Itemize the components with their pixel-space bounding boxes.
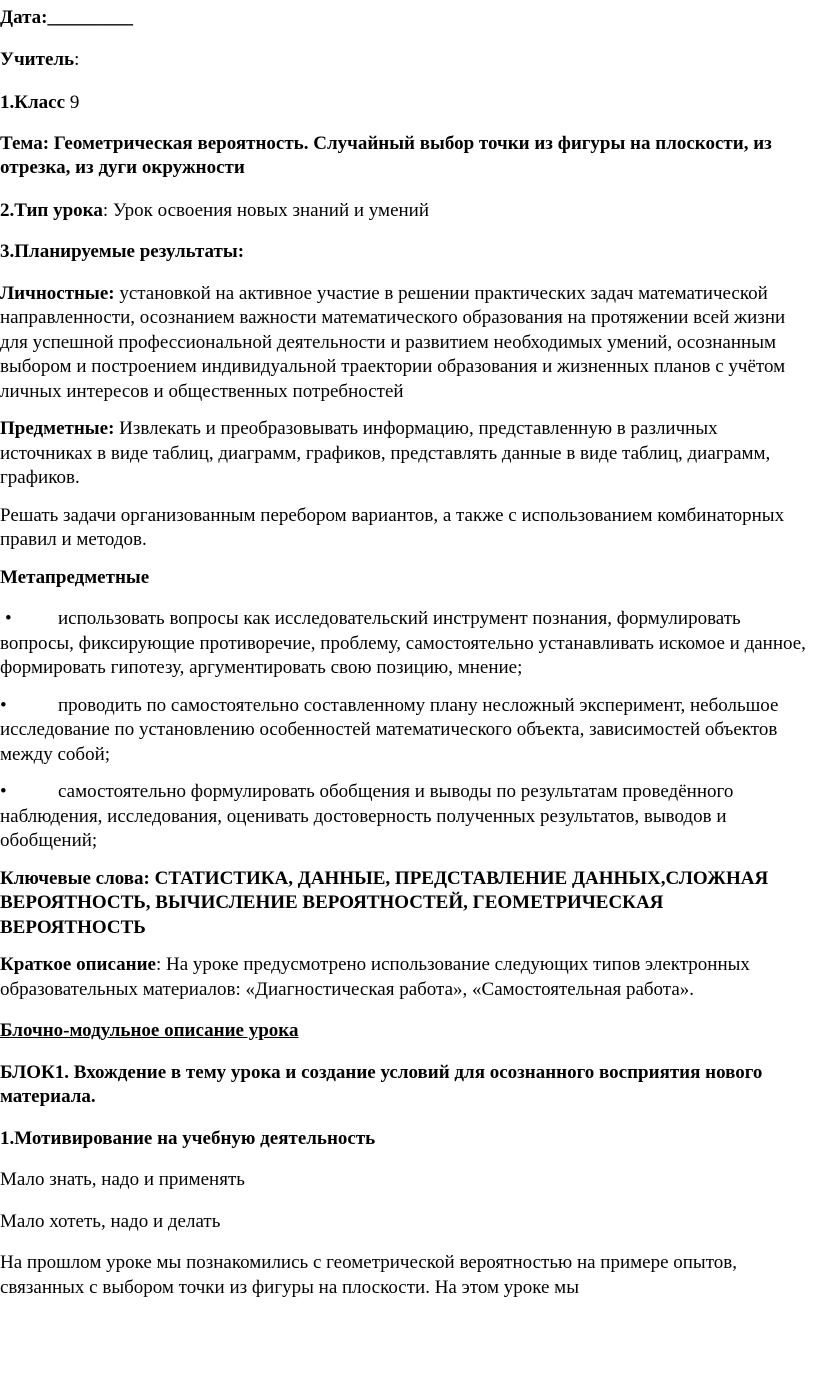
lesson-type-line	[0, 199, 812, 224]
summary-text: : На уроке предусмотрено использование следующих типов электронных образовательных материалов: «Диагностическая работа», «Самостоятельная работа».	[0, 954, 750, 1000]
summary-label: Краткое описание	[0, 954, 156, 975]
date-line	[0, 6, 812, 31]
class-line	[0, 91, 812, 116]
block-description-heading: Блочно-модульное описание урока	[0, 1020, 299, 1041]
topic-text: Геометрическая вероятность. Случайный выбор точки из фигуры на плоскости, из отрезка, из дуги окружности	[0, 132, 772, 178]
meta-item-text: самостоятельно формулировать обобщения и выводы по результатам проведённого наблюдения, исследования, оценивать достоверность полученных результатов, выводов и обобщений;	[0, 781, 734, 851]
meta-item-2	[0, 694, 812, 768]
bullet-icon: •	[0, 781, 7, 802]
summary-line	[0, 953, 812, 1002]
subject-label: Предметные:	[0, 418, 115, 439]
meta-item-3	[0, 780, 812, 854]
date-blank: _________	[47, 7, 133, 28]
subject-results-2: Решать задачи организованным перебором вариантов, а также с использованием комбинаторных правил и методов.	[0, 504, 785, 550]
lesson-type-label: 2.Тип урока	[0, 199, 103, 221]
subject-text: Извлекать и преобразовывать информацию, представленную в различных источниках в виде таблиц, диаграмм, графиков, представлять данные в виде таблиц, диаграмм, графиков.	[0, 418, 771, 488]
personal-results	[0, 282, 812, 405]
motivation-line-2: Мало хотеть, надо и делать	[0, 1210, 221, 1232]
class-label: 1.Класс	[0, 92, 66, 113]
motivation-heading: 1.Мотивирование на учебную деятельность	[0, 1127, 376, 1149]
lesson-type-text: : Урок освоения новых знаний и умений	[102, 199, 430, 221]
personal-text: установкой на активное участие в решении практических задач математической направленности, осознанием важности математического образования на протяжении всей жизни для успешной профессиональной деятельности и развитием необходимых умений, осознанным выбором и построением индивидуальной траектории образования и жизненных планов с учётом личных интересов и общественных потребностей	[0, 282, 786, 402]
keywords-text: СТАТИСТИКА, ДАННЫЕ, ПРЕДСТАВЛЕНИЕ ДАННЫХ,СЛОЖНАЯ ВЕРОЯТНОСТЬ, ВЫЧИСЛЕНИЕ ВЕРОЯТНОСТЕЙ, ГЕОМЕТРИЧЕСКАЯ ВЕРОЯТНОСТЬ	[0, 867, 769, 938]
teacher-label: Учитель	[0, 48, 75, 70]
teacher-colon: :	[74, 48, 80, 70]
meta-item-text: использовать вопросы как исследовательский инструмент познания, формулировать вопросы, фиксирующие противоречие, проблему, самостоятельно устанавливать искомое и данное, формировать гипотезу, аргументировать свою позицию, мнение;	[0, 608, 806, 678]
motivation-line-1: Мало знать, надо и применять	[0, 1169, 245, 1190]
meta-item-1	[0, 607, 812, 681]
class-value: 9	[69, 92, 80, 113]
bullet-icon: •	[0, 694, 7, 716]
teacher-line	[0, 48, 812, 73]
motivation-paragraph: На прошлом уроке мы познакомились с геометрической вероятностью на примере опытов, связанных с выбором точки из фигуры на плоскости. На этом уроке мы	[0, 1252, 737, 1298]
meta-heading: Метапредметные	[0, 566, 150, 588]
meta-item-text: проводить по самостоятельно составленному плану несложный эксперимент, небольшое исследование по установлению особенностей математического объекта, зависимостей объектов между собой;	[0, 694, 779, 765]
planned-results-heading: 3.Планируемые результаты:	[0, 241, 245, 262]
document-page	[0, 6, 812, 1300]
topic-label: Тема:	[0, 132, 50, 154]
topic-line	[0, 132, 812, 181]
subject-results	[0, 417, 812, 491]
keywords-line	[0, 867, 812, 941]
personal-label: Личностные:	[0, 282, 115, 304]
block1-heading: БЛОК1. Вхождение в тему урока и создание условий для осознанного восприятия нового материала.	[0, 1061, 763, 1107]
date-label: Дата:	[0, 7, 48, 28]
keywords-label: Ключевые слова:	[0, 867, 150, 889]
bullet-icon: •	[5, 608, 12, 629]
